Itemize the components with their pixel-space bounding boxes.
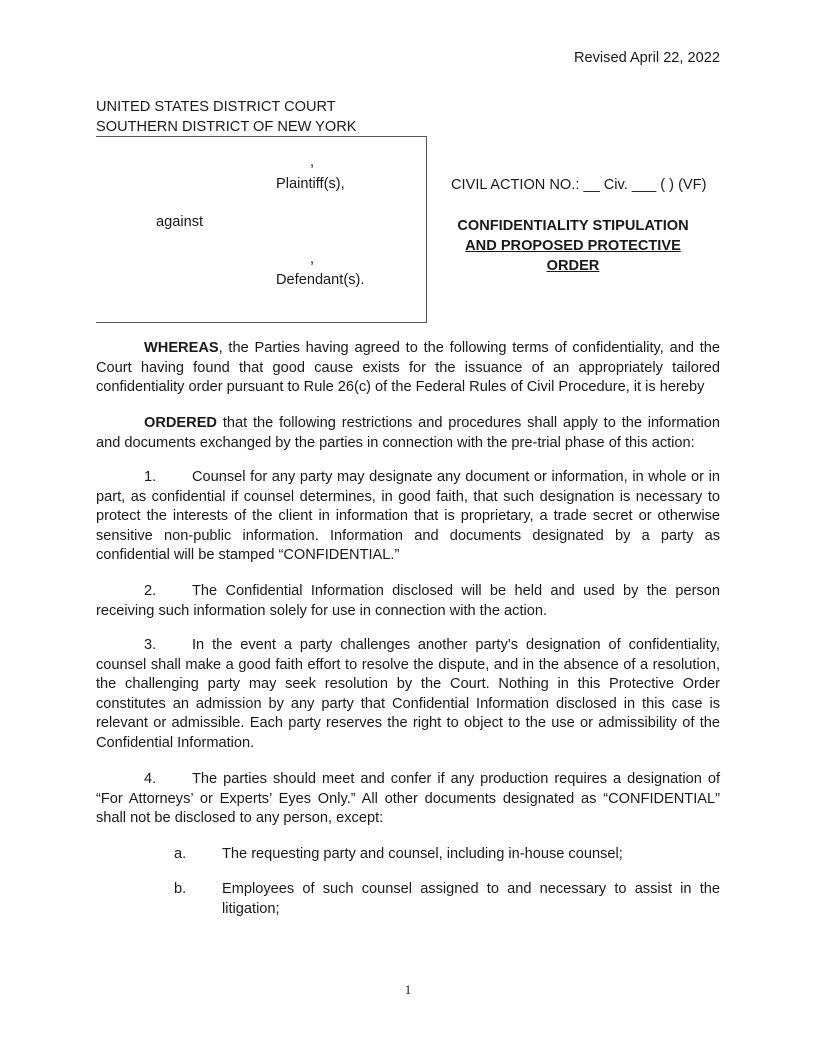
- paragraph-text: The Confidential Information disclosed will be held and used by the person receiving such information solely for use in connection with the action.: [96, 583, 720, 619]
- subitem-b: [174, 880, 720, 920]
- court-line-1: UNITED STATES DISTRICT COURT: [96, 99, 336, 115]
- paragraph-text: In the event a party challenges another party’s designation of confidentiality, counsel shall make a good faith effort to resolve the dispute, and in the absence of a resolution, the challenging party may seek resolution by the Court. Nothing in this Protective Order constitutes an admission by any party that Confidential Information disclosed in this case is relevant or admissible. Each party reserves the right to object to the use or admissibility of the Confidential Information.: [96, 637, 720, 751]
- subitem-letter: a.: [174, 846, 187, 862]
- paragraph-4: [96, 770, 720, 829]
- title-line-1: CONFIDENTIALITY STIPULATION: [457, 218, 689, 234]
- whereas-text: , the Parties having agreed to the following terms of confidentiality, and the Court having found that good cause exists for the issuance of an appropriately tailored confidentiality order pursuant to Rule 26(c) of the Federal Rules of Civil Procedure, it is hereby: [96, 340, 720, 396]
- subitem-text: Employees of such counsel assigned to and necessary to assist in the litigation;: [222, 881, 720, 917]
- document-title: [452, 216, 694, 276]
- ordered-lead: ORDERED: [144, 415, 217, 431]
- against-label: against: [156, 214, 204, 230]
- paragraph-number: 3.: [144, 637, 157, 653]
- ordered-text: that the following restrictions and procedures shall apply to the information and documents exchanged by the parties in connection with the pre-trial phase of this action:: [96, 415, 720, 451]
- civil-action-number: CIVIL ACTION NO.: __ Civ. ___ ( ) (VF): [451, 177, 707, 193]
- court-name: [96, 97, 357, 137]
- subitem-text: The requesting party and counsel, including in-house counsel;: [222, 846, 623, 862]
- paragraph-number: 1.: [144, 469, 157, 485]
- defendant-label: Defendant(s).: [276, 272, 365, 288]
- paragraph-text: Counsel for any party may designate any document or information, in whole or in part, as confidential if counsel determines, in good faith, that such designation is necessary to protect the interests of the client in information that is proprietary, a trade secret or otherwise sensitive non-public information. Information and documents designated by a party as confidential will be stamped “CONFIDENTIAL.”: [96, 469, 720, 564]
- plaintiff-label: Plaintiff(s),: [276, 176, 345, 192]
- paragraph-1: [96, 468, 720, 566]
- defendant-name-blank: ,: [310, 251, 315, 267]
- court-line-2: SOUTHERN DISTRICT OF NEW YORK: [96, 119, 357, 135]
- whereas-lead: WHEREAS: [144, 340, 219, 356]
- caption-box: [96, 136, 427, 323]
- subitem-letter: b.: [174, 881, 187, 897]
- whereas-paragraph: [96, 339, 720, 398]
- ordered-paragraph: [96, 414, 720, 453]
- plaintiff-name-blank: ,: [310, 154, 315, 170]
- paragraph-number: 4.: [144, 771, 157, 787]
- page-number: 1: [404, 982, 412, 997]
- title-line-2: AND PROPOSED PROTECTIVE ORDER: [465, 238, 681, 274]
- paragraph-text: The parties should meet and confer if any production requires a designation of “For Attorneys’ or Experts’ Eyes Only.” All other documents designated as “CONFIDENTIAL” shall not be disclosed to any person, except:: [96, 771, 720, 827]
- paragraph-2: [96, 582, 720, 621]
- paragraph-number: 2.: [144, 583, 157, 599]
- revised-date: Revised April 22, 2022: [573, 50, 720, 66]
- paragraph-3: [96, 636, 720, 754]
- subitem-a: [174, 845, 720, 865]
